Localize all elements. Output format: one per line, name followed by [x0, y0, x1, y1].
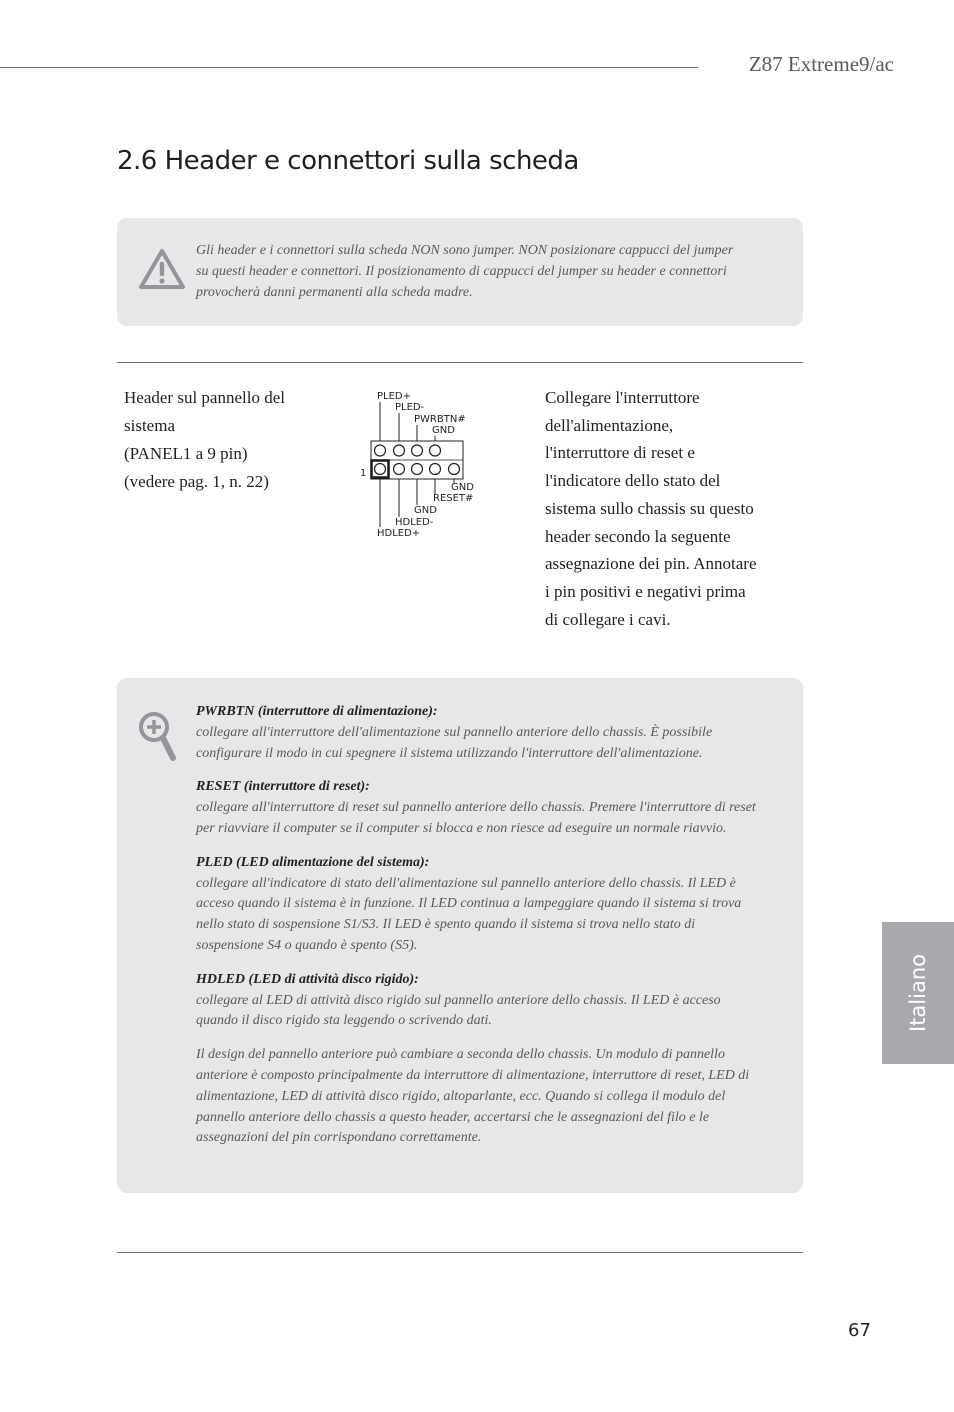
note-term: HDLED (LED di attività disco rigido):	[196, 971, 419, 987]
note-item-pled	[196, 853, 756, 957]
warning-triangle-icon	[138, 248, 186, 290]
pin-label-gnd-bottom: GND	[414, 505, 437, 516]
language-tab-label: Italiano	[906, 954, 930, 1032]
caution-text	[196, 240, 766, 303]
magnifier-plus-icon	[137, 710, 177, 762]
note-term: RESET (interruttore di reset):	[196, 779, 370, 795]
panel-desc-line: Header sul pannello del	[124, 388, 285, 407]
panel-header-description	[124, 384, 324, 496]
caution-line: su questi header e connettori. Il posizionamento di cappucci del jumper su header e connettori	[196, 264, 727, 279]
page-number: 67	[848, 1320, 871, 1341]
caution-line: Gli header e i connettori sulla scheda NON sono jumper. NON posizionare cappucci del jumper	[196, 243, 734, 258]
note-text: collegare all'interruttore di reset sul pannello anteriore dello chassis. Premere l'interruttore di reset per riavviare il computer se il computer si blocca e non riesce ad eseguire un normale riavvio.	[196, 800, 756, 836]
note-text: collegare all'interruttore dell'alimentazione sul pannello anteriore dello chassis. È possibile configurare il modo in cui spegnere il sistema utilizzando l'interruttore dell'alimentazione.	[196, 724, 713, 761]
note-item-pwrbtn	[196, 702, 756, 764]
caution-line: provocherà danni permanenti alla scheda madre.	[196, 285, 473, 300]
panel-desc-line: (vedere pag. 1, n. 22)	[124, 472, 269, 491]
pin-label-hdled-plus: HDLED+	[377, 528, 421, 539]
pin-label-gnd-bottom-right: GND	[451, 482, 474, 493]
caution-box	[117, 218, 803, 326]
model-title: Z87 Extreme9/ac	[748, 52, 894, 76]
panel-desc-line: (PANEL1 a 9 pin)	[124, 444, 248, 463]
note-item-reset	[196, 777, 756, 839]
pin-label-hdled-minus: HDLED-	[395, 517, 434, 528]
note-term: PLED (LED alimentazione del sistema):	[196, 854, 430, 870]
note-box	[117, 678, 803, 1193]
panel-desc-line: sistema	[124, 416, 175, 435]
language-side-tab	[882, 922, 954, 1064]
section-divider-bottom	[117, 1252, 803, 1253]
note-content	[196, 702, 756, 1162]
note-text: collegare all'indicatore di stato dell'alimentazione sul pannello anteriore dello chassis. Il LED è acceso quando il sistema è in funzione. Il LED continua a lampeggiare quando il sistema si trova nello stato di sospensione S1/S3. Il LED è spento quando il sistema si trova nello stato di sospensione S4 o quando è spento (S5).	[196, 875, 742, 953]
connection-instructions: Collegare l'interruttore dell'alimentazione, l'interruttore di reset e l'indicatore dello stato del sistema sullo chassis su questo header secondo la seguente assegnazione dei pin. Annotare i pin positivi e negativi prima di collegare i cavi.	[545, 388, 757, 629]
note-term: PWRBTN (interruttore di alimentazione):	[196, 704, 438, 719]
pin-label-gnd-top: GND	[432, 425, 455, 436]
section-divider-top	[117, 362, 803, 363]
pin1-label: 1	[360, 468, 367, 479]
pin-label-pled-minus: PLED-	[395, 402, 425, 413]
pin-label-reset: RESET#	[433, 493, 474, 504]
panel1-pin-diagram	[355, 388, 495, 540]
note-text: collegare al LED di attività disco rigido sul pannello anteriore dello chassis. Il LED è acceso quando il disco rigido sta leggendo o scrivendo dati.	[196, 992, 721, 1029]
note-item-hdled	[196, 970, 756, 1032]
header-rule	[0, 67, 698, 68]
pin-label-pwrbtn: PWRBTN#	[414, 414, 466, 425]
note-closing: Il design del pannello anteriore può cambiare a seconda dello chassis. Un modulo di pannello anteriore è composto principalmente da interruttore di alimentazione, interruttore di reset, LED di alimentazione, LED di attività disco rigido, altoparlante, ecc. Quando si collega il modulo del pannello anteriore dello chassis a questo header, accertarsi che le assegnazioni del filo e le assegnazioni del pin corrispondano correttamente.	[196, 1047, 750, 1146]
section-title: 2.6 Header e connettori sulla scheda	[117, 146, 579, 176]
pin-label-pled-plus: PLED+	[377, 391, 411, 402]
